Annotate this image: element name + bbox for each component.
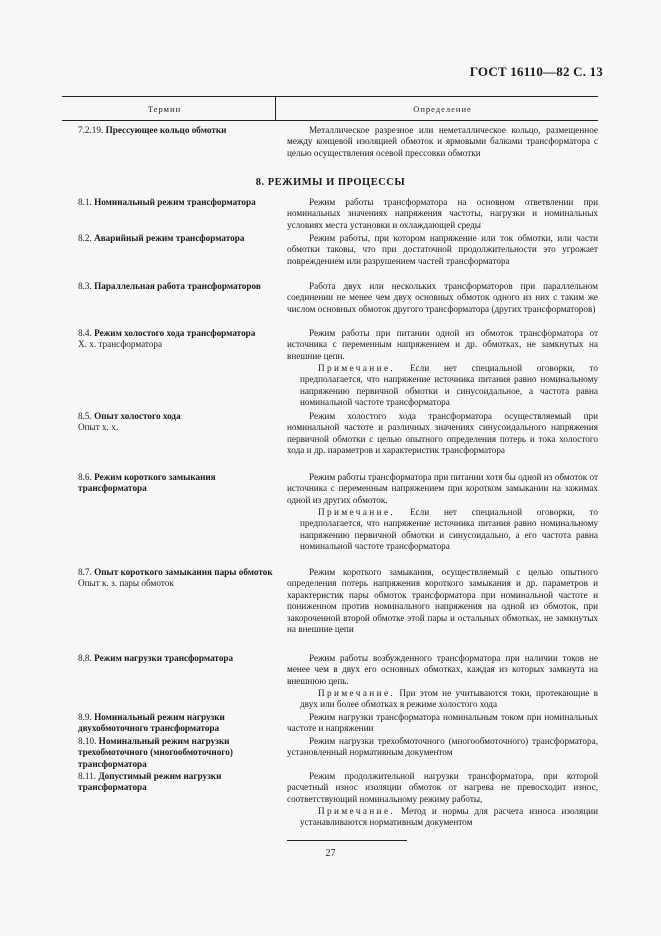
page-number: 27: [325, 848, 336, 859]
term-8-7: 8.7. Опыт короткого замыкания пары обмоток Опыт к. з. пары обмоток: [78, 567, 273, 589]
note-label: Примечание.: [318, 363, 396, 373]
note-8-11: Примечание. Метод и нормы для расчета износа изоляции устанавливаются нормативным документом: [300, 806, 598, 828]
page-header: ГОСТ 16110—82 С. 13: [469, 64, 603, 79]
definition-7-2-19: [287, 125, 598, 159]
definition-8-9: Режим нагрузки трансформатора номинальным током при номинальных частоте и напряжении: [287, 712, 598, 734]
term-8-5: 8.5. Опыт холостого хода Опыт х. х.: [78, 411, 181, 433]
term-7-2-19: [62, 125, 283, 136]
column-head-term: Термин: [147, 104, 182, 114]
definition-8-8: Режим работы возбужденного трансформатора при наличии токов не менее чем в двух его основных обмотках, каждая из которых замкнута на внешнюю цепь.: [287, 653, 598, 686]
term-8-9: 8.9. Номинальный режим нагрузки двухобмоточного трансформатора: [78, 712, 225, 734]
definition-text: Металлическое разрезное или неметаллическое кольцо, размещенное между концевой изоляцией обмоток и ярмовыми балками трансформатора с целью осуществления осевой прессовки обмотки: [287, 125, 598, 158]
note-8-4: [300, 363, 598, 409]
definition-8-11: Режим продолжительной нагрузки трансформатора, при которой расчетный износ изоляции обмоток от нагрева не превосходит износ, соответствующий номинальному режиму работы,: [287, 771, 598, 804]
term-8-11: 8.11. Допустимый режим нагрузки трансформатора: [78, 771, 222, 793]
term-alias: Х. х. трансформатора: [78, 339, 163, 350]
term-8-3: 8.3. Параллельная работа трансформаторов: [78, 281, 261, 291]
table-head-rule: [62, 120, 598, 121]
column-head-definition: Определение: [413, 104, 472, 114]
definition-8-2: Режим работы, при котором напряжение или ток обмотки, или части обмотки таковы, что при достаточной продолжительности это угрожает повреждением или разрушением частей трансформатора: [287, 233, 598, 266]
definition-8-1: Режим работы трансформатора на основном ответвлении при номинальных значениях напряжения частоты, нагрузки и номинальных условиях места установки и охлаждающей среды: [287, 197, 598, 230]
note-text: Если нет специальной оговорки, то предполагается, что напряжение источника питания равно номинальному напряжению первичной обмотки и синусоидальное, а частота равна номинальной частоте трансформатора: [300, 363, 598, 408]
definition-8-3: Работа двух или нескольких трансформаторов при параллельном соединении не менее чем двух основных обмоток одного из них с таким же числом основных обмоток другого трансформатора (других трансформаторов): [287, 281, 598, 314]
term-name: Прессующее кольцо обмотки: [105, 125, 227, 135]
term-number: 7.2.19.: [78, 125, 104, 135]
term-8-6: 8.6. Режим короткого замыкания трансформатора: [78, 472, 216, 494]
table-bottom-rule: [287, 840, 407, 841]
term-8-8: 8.8. Режим нагрузки трансформатора: [78, 653, 234, 663]
table-top-rule: [62, 96, 598, 97]
note-8-6: Примечание. Если нет специальной оговорки, то предполагается, что напряжение источника питания равно номинальному напряжению первичной обмотки и синусоидально, а его частота равна номинальной частоте трансформатора: [300, 507, 598, 552]
definition-8-6: Режим работы трансформатора при питании хотя бы одной из обмоток от источника с переменным напряжением при коротком замыкании на зажимах одной из других обмоток.: [287, 472, 598, 505]
column-divider: [275, 96, 276, 120]
definition-8-4: Режим работы при питании одной из обмоток трансформатора от источника с переменным напряжением и др. обмотках, не замкнутых на внешние цепи.: [287, 328, 598, 361]
definition-8-5: Режим холостого хода трансформатора осуществляемый при номинальной частоте и различных значениях синусоидального напряжения первичной обмотки с целью опытного определения потерь и тока холостого хода и др. параметров и характеристик трансформатора: [287, 411, 598, 456]
term-8-10: 8.10. Номинальный режим нагрузки трехобмоточного (многообмоточного) трансформатора: [78, 736, 233, 769]
section-title: 8. РЕЖИМЫ И ПРОЦЕССЫ: [255, 177, 406, 188]
note-8-8: Примечание. При этом не учитываются токи, протекающие в двух или более обмотках в режиме холостого хода: [300, 688, 598, 710]
term-8-1: 8.1. Номинальный режим трансформатора: [78, 197, 256, 207]
definition-8-7: Режим короткого замыкания, осуществляемый с целью опытного определения потерь напряжения короткого замыкания и др. параметров и характеристик пары обмоток трансформатора при номинальной частоте и пониженном против номинального напряжения на одной из обмоток, при закороченной второй обмотке этой пары и остальных обмотках, не замкнутых на внешние цепи: [287, 567, 598, 635]
definition-8-10: Режим нагрузки трехобмоточного (многообмоточного) трансформатора, установленный нормативным документом: [287, 736, 598, 758]
term-8-2: 8.2. Аварийный режим трансформатора: [78, 233, 245, 243]
term-8-4: 8.4. Режим холостого хода трансформатора Х. х. трансформатора: [78, 328, 256, 350]
